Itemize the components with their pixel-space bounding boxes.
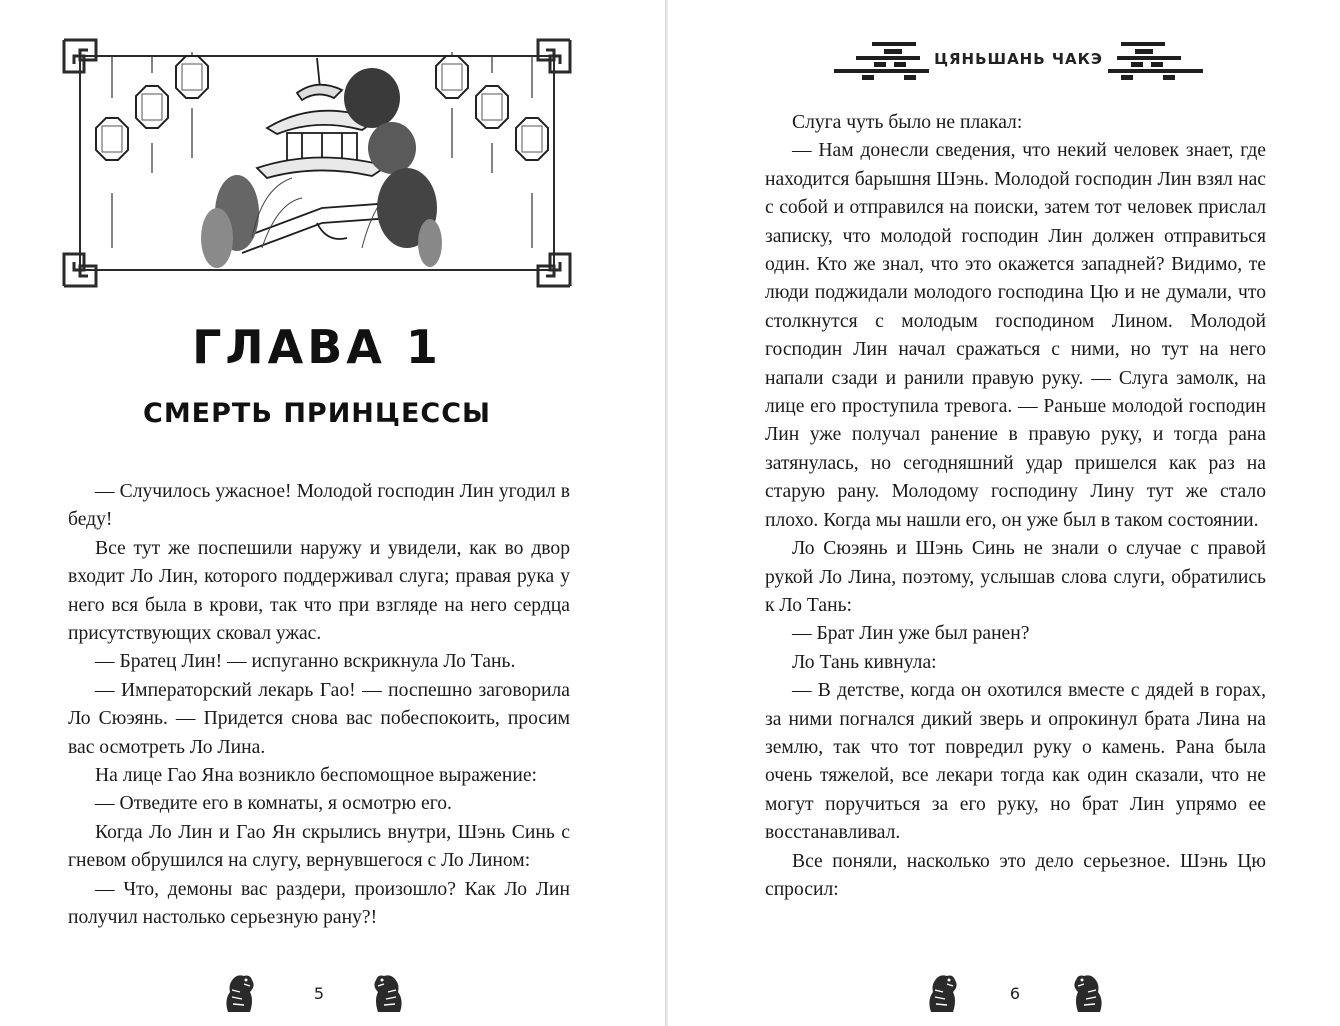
paragraph: — Отведите его в комнаты, я осмотрю его.: [95, 793, 452, 815]
right-page: [668, 0, 1340, 1026]
paragraph: — В детстве, когда он охотился вместе с дядей в горах, за ними погнался дикий зверь и опрокинул брата Лина на землю, так что тот повредил руку о камень. Рана была очень тяжелой, все лекари тогда как один сказали, что не могут поручиться за его руку, но брат Лин упрямо ее восстанавливал.: [765, 680, 1266, 844]
paragraph: На лице Гао Яна возникло беспомощное выражение:: [95, 765, 537, 787]
running-head: [828, 40, 1208, 82]
chapter-title: ГЛАВА 1: [192, 320, 442, 374]
left-body-text: [68, 478, 570, 933]
paragraph: — Нам донесли сведения, что некий человек знает, где находится барышня Шэнь. Молодой господин Лин взял нас с собой и отправился на поиски, затем тот человек прислал записку, что молодой господин Лин должен отправиться один. Кто же знал, что это окажется западней? Видимо, те люди поджидали молодого господина Цю и не думали, что столкнутся с молодым господином Лином. Молодой господин Лин начал сражаться с ними, но тут на него напали сзади и ранили правую руку. — Слуга замолк, на лице его проступила тревога. — Раньше молодой господин Лин уже получал ранение в правую руку, и тогда рана затянулась, но сегодняшний удар пришелся как раз на старую рану. Молодому господину Лину тут же стало плохо. Когда мы нашли его, он уже был в таком состоянии.: [765, 140, 1266, 531]
roof-ornament-left-icon: [834, 40, 929, 82]
paragraph: Все тут же поспешили наружу и увидели, как во двор входит Ло Лин, которого поддерживал слуга; правая рука у него вся была в крови, так что при взгляде на него сердца присутствующих сковал ужас.: [68, 537, 570, 645]
running-head-title: ЦЯНЬШАНЬ ЧАКЭ: [934, 50, 1103, 68]
tiger-icon: [923, 970, 963, 1016]
paragraph: Ло Сюэянь и Шэнь Синь не знали о случае с правой рукой Ло Лина, поэтому, услышав слова слуги, обратились к Ло Тань:: [765, 538, 1266, 616]
paragraph: — Братец Лин! — испуганно вскрикнула Ло Тань.: [95, 651, 516, 673]
tiger-icon: [220, 970, 260, 1016]
page-number: 6: [1009, 984, 1021, 1003]
paragraph: — Брат Лин уже был ранен?: [792, 623, 1030, 645]
paragraph: Все поняли, насколько это дело серьезное. Шэнь Цю спросил:: [765, 850, 1266, 900]
paragraph: Когда Ло Лин и Гао Ян скрылись внутри, Шэнь Синь с гневом обрушился на слугу, вернувшегося с Ло Лином:: [68, 821, 570, 872]
paragraph: — Императорский лекарь Гао! — поспешно заговорила Ло Сюэянь. — Придется снова вас побеспокоить, просим вас осмотреть Ло Лина.: [68, 679, 570, 758]
paragraph: Ло Тань кивнула:: [792, 651, 937, 673]
left-page-footer: [220, 970, 420, 1020]
paragraph: — Что, демоны вас раздери, произошло? Как Ло Лин получил настолько серьезную рану?!: [68, 878, 570, 929]
paragraph: Слуга чуть было не плакал:: [792, 112, 1023, 133]
right-body-text: [765, 109, 1266, 904]
chapter-illustration: [62, 38, 572, 288]
left-page: [0, 0, 665, 1026]
tiger-icon: [368, 970, 408, 1016]
chapter-subtitle: СМЕРТЬ ПРИНЦЕССЫ: [143, 398, 491, 429]
roof-ornament-right-icon: [1108, 40, 1203, 82]
paragraph: — Случилось ужасное! Молодой господин Лин угодил в беду!: [68, 481, 570, 531]
tiger-icon: [1068, 970, 1108, 1016]
page-number: 5: [313, 984, 325, 1003]
right-page-footer: [923, 970, 1123, 1020]
pagoda-lanterns-illustration-icon: [62, 38, 572, 288]
